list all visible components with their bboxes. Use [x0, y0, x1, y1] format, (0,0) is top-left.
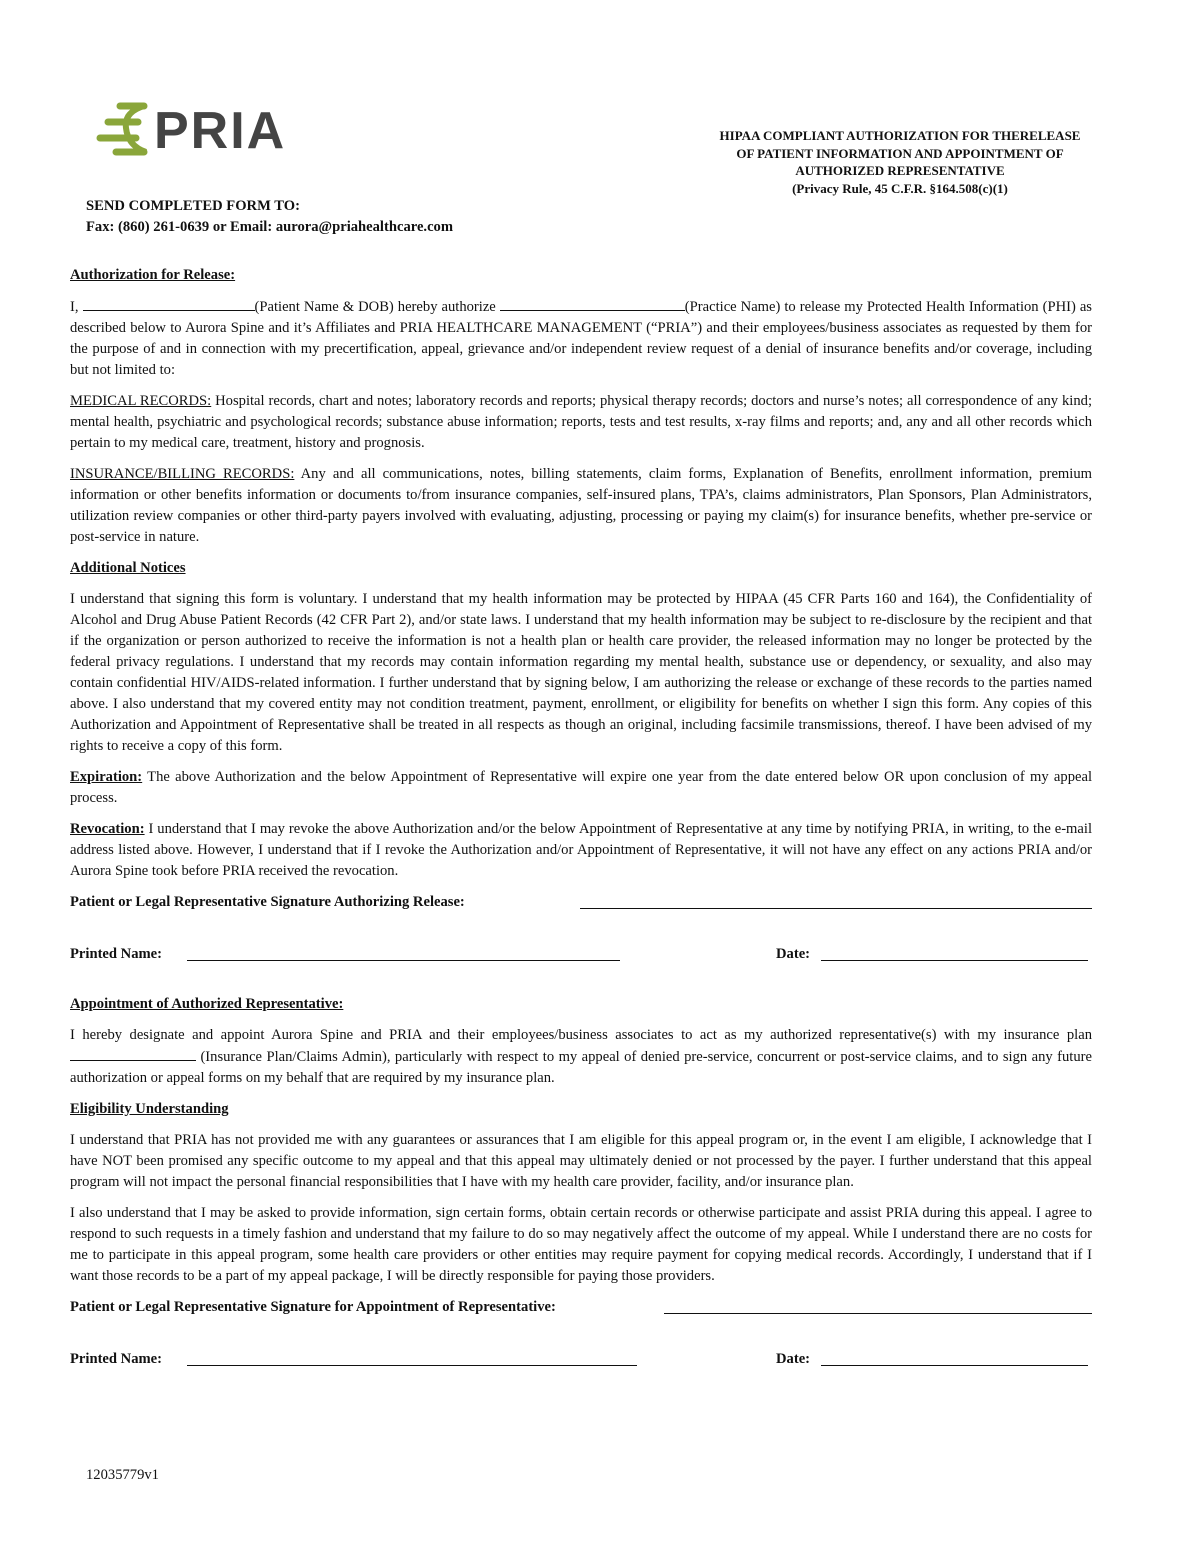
- title-line-4: (Privacy Rule, 45 C.F.R. §164.508(c)(1): [792, 180, 1008, 196]
- intro-text-b: (Patient Name & DOB) hereby authorize: [254, 299, 500, 315]
- appointment-printed-name-label: Printed Name:: [70, 1351, 162, 1367]
- eligibility-paragraph-2: I also understand that I may be asked to provide information, sign certain forms, obtain certain records or otherwise participate and assist PRIA during this appeal. I agree to respond to such requests in a timely fashion and understand that my failure to do so may negatively affect the outcome of my appeal. While I understand there are no costs for me to participate in this appeal program, some health care providers or other entities may require payment for copying medical records. Accordingly, I understand that if I want those records to be a part of my appeal package, I will be directly responsible for paying those providers.: [70, 1205, 1092, 1284]
- notices-paragraph: I understand that signing this form is voluntary. I understand that my health information may be protected by HIPAA (45 CFR Parts 160 and 164), the Confidentiality of Alcohol and Drug Abuse Patient Records (42 CFR Part 2), and/or state laws. I understand that my health information may be subject to re-disclosure by the recipient and that if the organization or person authorized to receive the information is not a health plan or health care provider, the released information may no longer be protected by the federal privacy regulations. I understand that my records may contain information regarding my mental health, substance use or dependency, or sexuality, and also may contain confidential HIV/AIDS-related information. I further understand that by signing below, I am authorizing the release or exchange of these records to the parties named above. I also understand that my covered entity may not condition treatment, payment, enrollment, or eligibility for benefits on whether I sign this form. Any copies of this Authorization and Appointment of Representative shall be treated in all respects as though an original, including facsimile transmissions, thereof. I have been advised of my rights to receive a copy of this form.: [70, 591, 1092, 754]
- expiration-text: The above Authorization and the below Appointment of Representative will expire one year from the date entered below OR upon conclusion of my appeal process.: [70, 769, 1092, 806]
- eligibility-heading: Eligibility Understanding: [70, 1101, 229, 1117]
- expiration-label: Expiration:: [70, 769, 143, 785]
- intro-text-a: I,: [70, 299, 83, 315]
- notices-heading: Additional Notices: [70, 560, 186, 576]
- logo-text: PRIA: [154, 102, 287, 158]
- expiration-paragraph: [70, 767, 1092, 809]
- appointment-text-a: I hereby designate and appoint Aurora Spine and PRIA and their employees/business associates to act as my authorized representative(s) with my insurance plan: [70, 1027, 1092, 1043]
- appointment-date-label: Date:: [776, 1351, 811, 1367]
- appointment-date-field[interactable]: [821, 1365, 1088, 1366]
- release-date-label: Date:: [776, 946, 811, 962]
- appointment-printed-row: [70, 1349, 1092, 1371]
- appointment-paragraph: [70, 1025, 1092, 1089]
- send-to-block: [86, 196, 453, 238]
- medical-records-label: MEDICAL RECORDS:: [70, 393, 212, 409]
- release-printed-name-label: Printed Name:: [70, 946, 162, 962]
- title-line-1: HIPAA COMPLIANT AUTHORIZATION FOR THERELEASE: [719, 128, 1081, 143]
- medical-records-text: Hospital records, chart and notes; laboratory records and reports; physical therapy records; doctors and nurse’s notes; all correspondence of any kind; mental health, psychiatric and psychological records; substance abuse information; reports, tests and test results, x-ray films and reports; and, any and all other records which pertain to my medical care, treatment, history and prognosis.: [70, 393, 1092, 451]
- appointment-text-b: (Insurance Plan/Claims Admin), particularly with respect to my appeal of denied pre-service, concurrent or post-service claims, and to sign any future authorization or appeal forms on my behalf that are required by my insurance plan.: [70, 1049, 1092, 1086]
- authorization-heading: Authorization for Release:: [70, 267, 236, 283]
- revocation-text: I understand that I may revoke the above Authorization and/or the below Appointment of Representative at any time by notifying PRIA, in writing, to the e-mail address listed above. However, I understand that if I revoke the Authorization and/or Appointment of Representative, it will not have any effect on any actions PRIA and/or Aurora Spine took before PRIA received the revocation.: [70, 821, 1092, 879]
- appointment-signature-row: [70, 1297, 1092, 1319]
- release-date-field[interactable]: [821, 960, 1088, 961]
- send-heading: SEND COMPLETED FORM TO:: [86, 198, 300, 214]
- form-body: [70, 265, 1092, 1371]
- appointment-signature-field[interactable]: [664, 1313, 1092, 1314]
- insurance-records-paragraph: [70, 464, 1092, 548]
- form-title: [655, 127, 1145, 197]
- release-signature-label: Patient or Legal Representative Signature Authorizing Release:: [70, 894, 465, 910]
- patient-name-dob-field[interactable]: [83, 296, 255, 311]
- insurance-plan-field[interactable]: [70, 1046, 196, 1061]
- insurance-records-text: Any and all communications, notes, billing statements, claim forms, Explanation of Benefits, enrollment information, premium information or other benefits information or documents to/from insurance companies, self-insured plans, TPA’s, claims administrators, Plan Sponsors, Plan Administrators, utilization review companies or other third-party payers involved with evaluating, adjusting, processing or paying my claim(s) for insurance benefits, whether pre-service or post-service in nature.: [70, 466, 1092, 545]
- appointment-signature-label: Patient or Legal Representative Signature for Appointment of Representative:: [70, 1299, 556, 1315]
- release-printed-name-field[interactable]: [187, 960, 620, 961]
- release-printed-row: [70, 944, 1092, 966]
- revocation-label: Revocation:: [70, 821, 145, 837]
- pria-logo-mark: [94, 98, 344, 158]
- pria-logo: [94, 98, 344, 158]
- medical-records-paragraph: [70, 391, 1092, 454]
- eligibility-paragraph-1: I understand that PRIA has not provided me with any guarantees or assurances that I am eligible for this appeal program or, in the event I am eligible, I acknowledge that I have NOT been promised any specific outcome to my appeal and that this appeal may ultimately denied or not processed by the payer. I further understand that this appeal program will not impact the personal financial responsibilities that I have with my health care provider, facility, and/or insurance plan.: [70, 1132, 1092, 1190]
- title-line-2: OF PATIENT INFORMATION AND APPOINTMENT OF: [736, 145, 1064, 161]
- revocation-paragraph: [70, 819, 1092, 882]
- document-id: 12035779v1: [86, 1467, 159, 1483]
- practice-name-field[interactable]: [500, 296, 685, 311]
- release-signature-field[interactable]: [580, 908, 1092, 909]
- release-signature-row: [70, 892, 1092, 914]
- authorization-paragraph: [70, 296, 1092, 381]
- appointment-printed-name-field[interactable]: [187, 1365, 637, 1366]
- appointment-heading: Appointment of Authorized Representative:: [70, 996, 344, 1012]
- intro-text-c: (Practice Name) to release my Protected Health Information (PHI) as described below to Aurora Spine and it’s Affiliates and PRIA HEALTHCARE MANAGEMENT (“PRIA”) and their employees/business associates as requested by them for the purpose of and in connection with my precertification, appeal, grievance and/or independent review request of a denial of insurance benefits and/or coverage, including but not limited to:: [70, 299, 1092, 378]
- title-line-3: AUTHORIZED REPRESENTATIVE: [795, 163, 1005, 178]
- insurance-records-label: INSURANCE/BILLING RECORDS:: [70, 466, 295, 482]
- send-contact: Fax: (860) 261-0639 or Email: aurora@priahealthcare.com: [86, 219, 454, 235]
